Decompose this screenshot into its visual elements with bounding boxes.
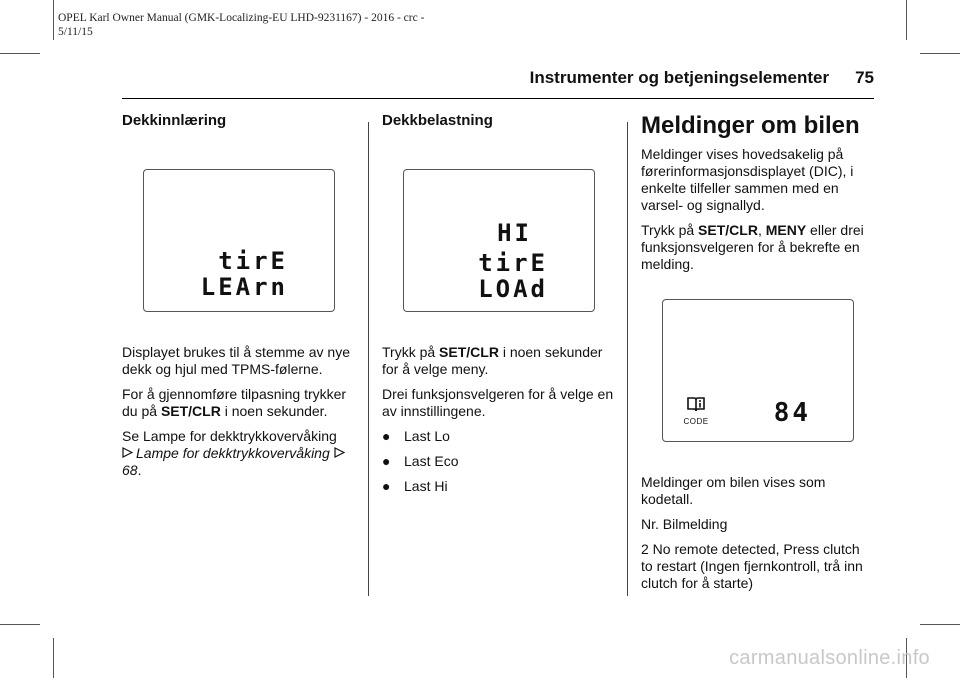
list-item: ● Last Hi: [382, 478, 448, 494]
crop-mark: [0, 53, 40, 54]
lcd-display-code: [662, 299, 854, 442]
lcd-text: LOAd: [478, 275, 548, 303]
print-meta: [58, 11, 518, 39]
section-heading-vehicle-messages: Meldinger om bilen: [641, 112, 860, 139]
paragraph: Meldinger om bilen vises som kodetall.: [641, 474, 826, 507]
header-rule: [122, 98, 874, 99]
crop-mark: [53, 638, 54, 678]
lcd-code-label: CODE: [683, 417, 709, 426]
paragraph: For å gjennomføre tilpasning trykker du på SET/CLR i noen sekunder.: [122, 386, 347, 419]
list-item: ● Last Eco: [382, 453, 459, 469]
crop-mark: [906, 0, 907, 40]
bullet-icon: ●: [382, 428, 391, 444]
paragraph: Trykk på SET/CLR i noen sekunder for å velge meny.: [382, 344, 603, 377]
lcd-display-tire-learn: [143, 169, 335, 312]
paragraph: Displayet brukes til å stemme av nye dekk og hjul med TPMS-følerne.: [122, 344, 350, 377]
lcd-code-number: 84: [773, 398, 811, 428]
bullet-icon: ●: [382, 453, 391, 469]
crop-mark: [53, 0, 54, 40]
column-3: [641, 112, 869, 281]
crop-mark: [920, 53, 960, 54]
crop-mark: [0, 624, 40, 625]
paragraph: Se Lampe for dekktrykkovervåking Lampe for dekktrykkovervåking 68.: [122, 428, 358, 479]
column-divider: [627, 122, 628, 596]
column-1: [122, 112, 356, 130]
list-item: ● Last Lo: [382, 428, 450, 444]
ref-arrow-icon: [334, 445, 348, 462]
page-reference[interactable]: 68: [122, 462, 138, 478]
paragraph: Drei funksjonsvelgeren for å velge en av innstillingene.: [382, 386, 614, 419]
lcd-text: HI: [497, 219, 532, 247]
button-label-menu: MENY: [765, 222, 807, 238]
paragraph: Meldinger vises hovedsakelig på førerinformasjonsdisplayet (DIC), i enkelte tilfeller sammen med en varsel- og signallyd.: [641, 146, 854, 213]
print-meta-line1: OPEL Karl Owner Manual (GMK-Localizing-EU LHD-9231167) - 2016 - crc -: [58, 12, 425, 24]
page-number: 75: [855, 68, 874, 87]
column-2: [382, 112, 616, 130]
column-2-body: [382, 344, 616, 503]
ref-arrow-icon: [122, 445, 136, 462]
button-label-set-clr: SET/CLR: [698, 222, 758, 238]
section-heading-tire-load: Dekkbelastning: [382, 112, 493, 129]
lcd-text: tirE: [218, 247, 288, 275]
paragraph: Trykk på SET/CLR, MENY eller drei funksjonsvelgeren for å bekrefte en melding.: [641, 222, 864, 272]
watermark: carmanualsonline.info: [729, 647, 930, 669]
bullet-icon: ●: [382, 478, 391, 494]
header-title: Instrumenter og betjeningselementer: [529, 68, 830, 87]
lcd-text: tirE: [478, 249, 548, 277]
button-label-set-clr: SET/CLR: [439, 344, 499, 360]
lcd-text: LEArn: [200, 273, 288, 301]
lcd-display-tire-load: [403, 169, 595, 312]
column-3-body: [641, 474, 869, 600]
paragraph: Nr. Bilmelding: [641, 516, 728, 532]
print-meta-line2: 5/11/15: [58, 26, 93, 38]
button-label-set-clr: SET/CLR: [160, 403, 221, 419]
cross-reference-link[interactable]: Lampe for dekktrykkovervåking: [136, 445, 330, 461]
running-header: [530, 68, 874, 88]
paragraph: 2 No remote detected, Press clutch to restart (Ingen fjernkontroll, trå inn clutch for å starte): [641, 541, 863, 591]
crop-mark: [920, 624, 960, 625]
column-1-body: [122, 344, 358, 487]
section-heading-tire-learn: Dekkinnlæring: [122, 112, 227, 129]
column-divider: [368, 122, 369, 596]
manual-info-icon: [683, 396, 709, 426]
